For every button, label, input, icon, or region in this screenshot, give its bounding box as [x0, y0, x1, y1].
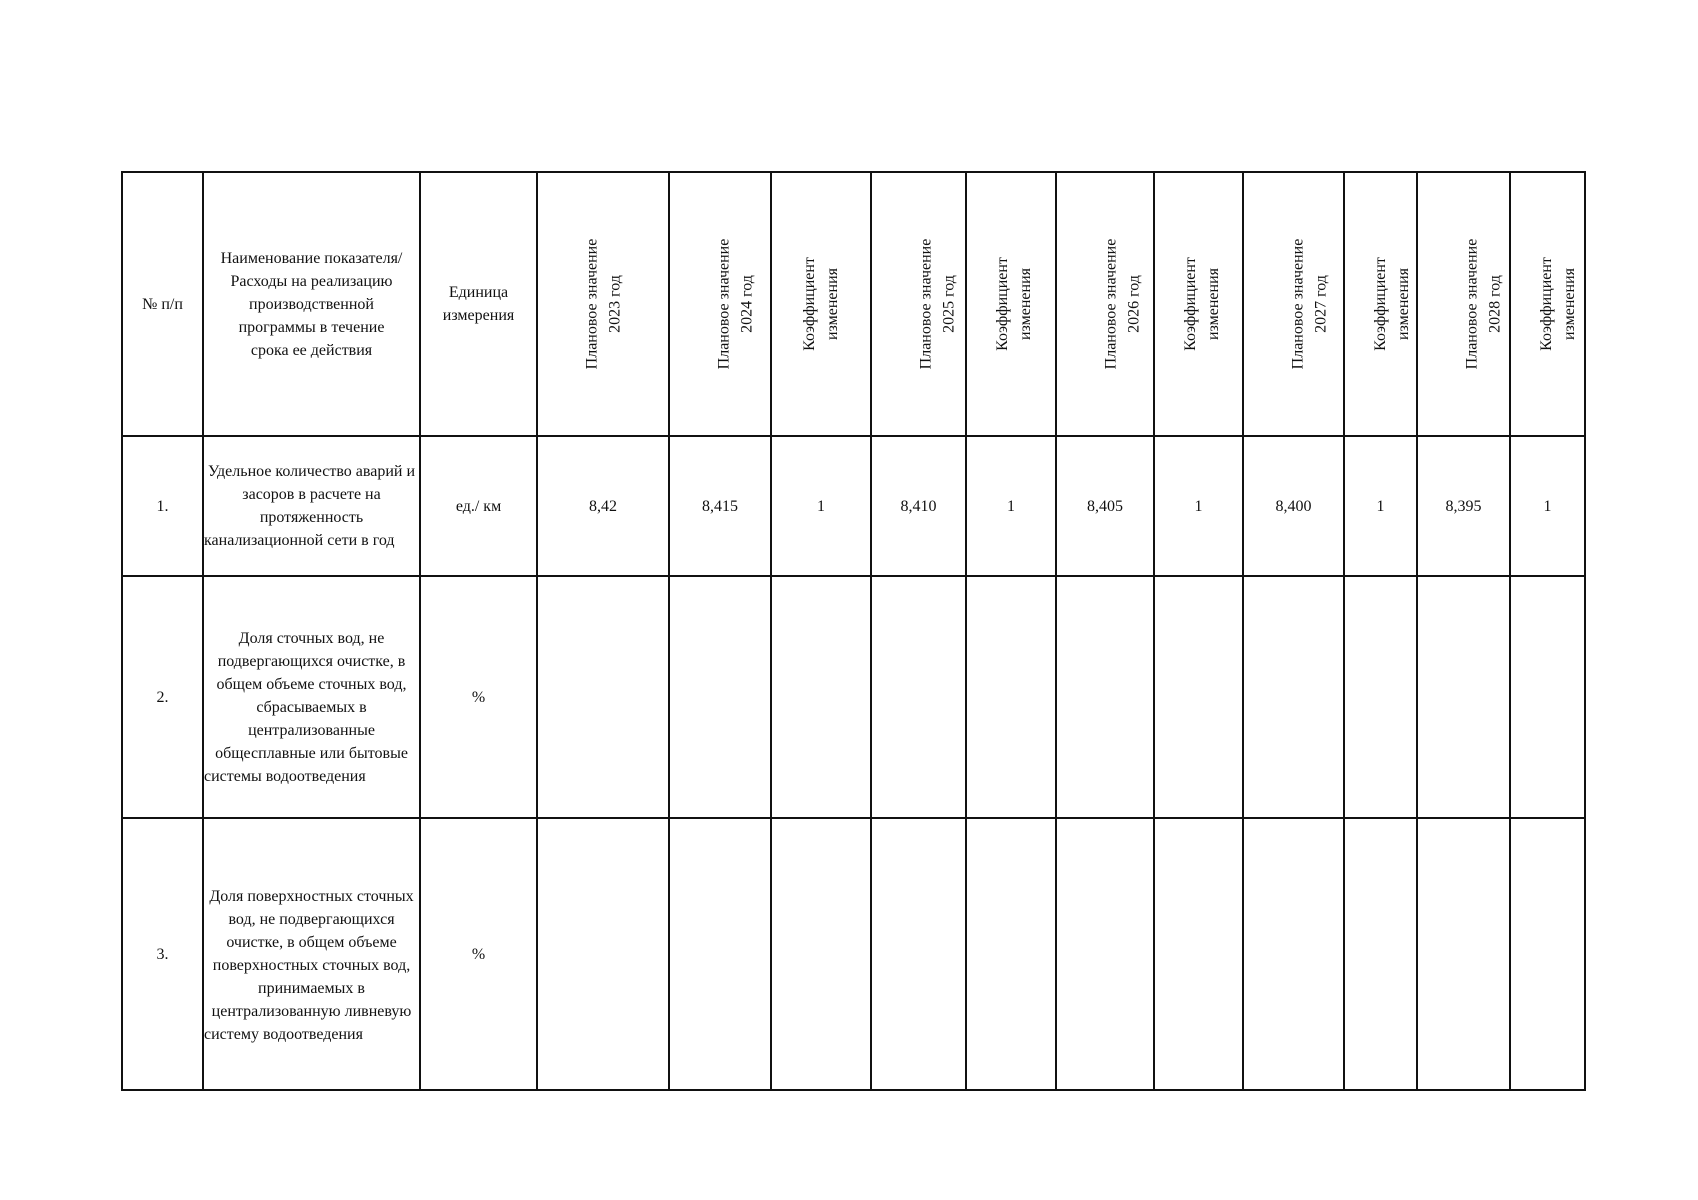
row-name: Доля поверхностных сточных вод, не подвергающихся очистке, в общем объеме поверхностных сточных вод, принимаемых в централизованную ливневую систему водоотведения: [203, 818, 420, 1090]
table-row: [122, 818, 1585, 1090]
cell-coef-4: [1344, 576, 1417, 818]
header-plan-2028: Плановое значение 2028 год: [1417, 172, 1510, 436]
header-plan-2025: Плановое значение 2025 год: [871, 172, 966, 436]
cell-coef-4: 1: [1344, 436, 1417, 576]
row-num: 2.: [122, 576, 203, 818]
row-num: 1.: [122, 436, 203, 576]
cell-coef-5: 1: [1510, 436, 1585, 576]
cell-coef-5: [1510, 818, 1585, 1090]
row-name: Доля сточных вод, не подвергающихся очистке, в общем объеме сточных вод, сбрасываемых в централизованные общесплавные или бытовые системы водоотведения: [203, 576, 420, 818]
header-num: № п/п: [122, 172, 203, 436]
header-coef-4: Коэффициент изменения: [1344, 172, 1417, 436]
row-name: Удельное количество аварий и засоров в расчете на протяженность канализационной сети в год: [203, 436, 420, 576]
cell-plan-2028: [1417, 576, 1510, 818]
cell-plan-2024: [669, 576, 771, 818]
row-unit: %: [420, 576, 537, 818]
cell-coef-1: [771, 818, 871, 1090]
cell-coef-2: 1: [966, 436, 1056, 576]
cell-plan-2024: [669, 818, 771, 1090]
cell-coef-3: [1154, 576, 1243, 818]
header-row: [122, 172, 1585, 436]
indicators-table: [121, 171, 1586, 1091]
row-num: 3.: [122, 818, 203, 1090]
table-row: [122, 576, 1585, 818]
header-coef-3: Коэффициент изменения: [1154, 172, 1243, 436]
header-plan-2024: Плановое значение 2024 год: [669, 172, 771, 436]
header-plan-2026: Плановое значение 2026 год: [1056, 172, 1154, 436]
cell-plan-2026: [1056, 576, 1154, 818]
cell-plan-2025: [871, 576, 966, 818]
cell-plan-2026: 8,405: [1056, 436, 1154, 576]
cell-plan-2028: [1417, 818, 1510, 1090]
cell-coef-5: [1510, 576, 1585, 818]
header-plan-2027: Плановое значение 2027 год: [1243, 172, 1344, 436]
cell-plan-2025: 8,410: [871, 436, 966, 576]
cell-plan-2028: 8,395: [1417, 436, 1510, 576]
cell-plan-2025: [871, 818, 966, 1090]
cell-plan-2024: 8,415: [669, 436, 771, 576]
cell-plan-2023: 8,42: [537, 436, 669, 576]
cell-coef-1: 1: [771, 436, 871, 576]
cell-plan-2027: [1243, 818, 1344, 1090]
header-coef-5: Коэффициент изменения: [1510, 172, 1585, 436]
header-coef-1: Коэффициент изменения: [771, 172, 871, 436]
cell-plan-2026: [1056, 818, 1154, 1090]
header-unit: Единица измерения: [420, 172, 537, 436]
cell-coef-3: 1: [1154, 436, 1243, 576]
cell-coef-2: [966, 818, 1056, 1090]
header-plan-2023: Плановое значение 2023 год: [537, 172, 669, 436]
cell-coef-3: [1154, 818, 1243, 1090]
row-unit: ед./ км: [420, 436, 537, 576]
cell-plan-2027: [1243, 576, 1344, 818]
row-unit: %: [420, 818, 537, 1090]
table-row: [122, 436, 1585, 576]
cell-plan-2023: [537, 818, 669, 1090]
cell-plan-2027: 8,400: [1243, 436, 1344, 576]
cell-coef-4: [1344, 818, 1417, 1090]
header-name: Наименование показателя/Расходы на реализацию производственной программы в течение срока ее действия: [203, 172, 420, 436]
cell-coef-2: [966, 576, 1056, 818]
cell-plan-2023: [537, 576, 669, 818]
header-coef-2: Коэффициент изменения: [966, 172, 1056, 436]
cell-coef-1: [771, 576, 871, 818]
